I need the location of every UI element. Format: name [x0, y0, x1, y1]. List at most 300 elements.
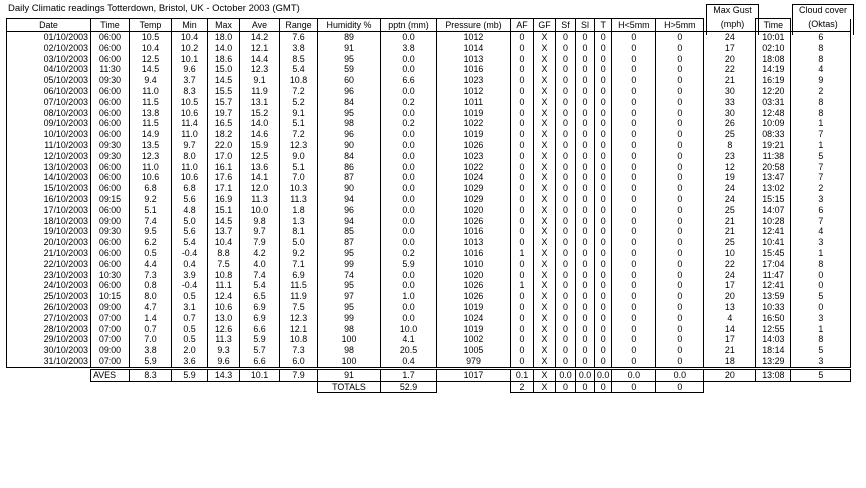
cell-gust-time: 15:45: [756, 248, 791, 259]
cell-hail-ge5: 0: [656, 270, 704, 281]
cell-gust-time: 10:33: [756, 302, 791, 313]
cell-min: 11.0: [172, 162, 208, 173]
cell-temp: 13.8: [130, 108, 172, 119]
cell-humidity: 95: [318, 108, 381, 119]
totals-sl: 0: [576, 381, 595, 393]
cell-t: 0: [595, 162, 612, 173]
cell-date: 14/10/2003: [7, 172, 91, 183]
cell-range: 9.2: [280, 248, 318, 259]
cell-range: 10.3: [280, 183, 318, 194]
cell-sf: 0: [556, 205, 576, 216]
cell-max-gust: 17: [704, 280, 756, 291]
cell-min: 2.0: [172, 345, 208, 356]
cell-date: 18/10/2003: [7, 216, 91, 227]
cell-gust-time: 10:28: [756, 216, 791, 227]
cell-min: 0.4: [172, 259, 208, 270]
cell-gust-time: 03:31: [756, 97, 791, 108]
cell-hail-ge5: 0: [656, 205, 704, 216]
cell-ave: 5.9: [240, 334, 280, 345]
cell-min: 10.6: [172, 172, 208, 183]
cell-hail-ge5: 0: [656, 183, 704, 194]
cell-hail-ge5: 0: [656, 43, 704, 54]
cell-sl: 0: [576, 183, 595, 194]
cell-max: 16.9: [208, 194, 240, 205]
cell-max-gust: 22: [704, 259, 756, 270]
cell-gust-time: 14:19: [756, 64, 791, 75]
cell-hail-lt5: 0: [612, 86, 656, 97]
cell-humidity: 95: [318, 280, 381, 291]
table-row: [7, 259, 851, 270]
cell-t: 0: [595, 324, 612, 335]
cell-range: 7.2: [280, 86, 318, 97]
cell-date: 13/10/2003: [7, 162, 91, 173]
cell-time: 06:00: [91, 108, 130, 119]
cell-humidity: 90: [318, 183, 381, 194]
cell-max-gust: 10: [704, 248, 756, 259]
cell-max-gust: 21: [704, 216, 756, 227]
cell-gust-time: 11:38: [756, 151, 791, 162]
cell-temp: 0.5: [130, 248, 172, 259]
cell-cloud: 1: [791, 248, 851, 259]
cell-af: 0: [511, 54, 534, 65]
cell-max: 13.0: [208, 313, 240, 324]
cell-ave: 7.4: [240, 270, 280, 281]
cell-sf: 0: [556, 64, 576, 75]
cell-temp: 4.4: [130, 259, 172, 270]
cell-cloud: 3: [791, 356, 851, 367]
cell-sf: 0: [556, 32, 576, 43]
cell-max: 14.0: [208, 43, 240, 54]
cell-min: 5.0: [172, 216, 208, 227]
cell-gf: X: [534, 216, 556, 227]
cell-max: 15.7: [208, 97, 240, 108]
cell-hail-ge5: 0: [656, 75, 704, 86]
cell-range: 7.2: [280, 129, 318, 140]
cell-max: 8.8: [208, 248, 240, 259]
cell-hail-lt5: 0: [612, 248, 656, 259]
cell-humidity: 99: [318, 259, 381, 270]
cell-sf: 0: [556, 226, 576, 237]
cell-hail-ge5: 0: [656, 248, 704, 259]
col-t: T: [595, 19, 612, 32]
cell-sf: 0: [556, 280, 576, 291]
cell-sf: 0: [556, 194, 576, 205]
cell-max-gust: 25: [704, 237, 756, 248]
cell-cloud: 8: [791, 97, 851, 108]
cell-t: 0: [595, 280, 612, 291]
cell-date: 17/10/2003: [7, 205, 91, 216]
cell-cloud: 4: [791, 226, 851, 237]
cell-humidity: 97: [318, 291, 381, 302]
cell-temp: 11.5: [130, 97, 172, 108]
cell-ave: 4.0: [240, 259, 280, 270]
cell-ave: 15.9: [240, 140, 280, 151]
cell-time: 06:00: [91, 205, 130, 216]
cell-date: 16/10/2003: [7, 194, 91, 205]
cell-temp: 6.8: [130, 183, 172, 194]
table-row: [7, 54, 851, 65]
cell-pptn: 0.0: [381, 194, 437, 205]
cell-gust-time: 13:47: [756, 172, 791, 183]
table-row: [7, 86, 851, 97]
cell-sl: 0: [576, 280, 595, 291]
cell-humidity: 87: [318, 172, 381, 183]
cell-sf: 0: [556, 129, 576, 140]
cell-hail-lt5: 0: [612, 32, 656, 43]
table-row: [7, 356, 851, 367]
cell-sf: 0: [556, 151, 576, 162]
cell-pressure: 1023: [437, 151, 511, 162]
cell-range: 12.1: [280, 324, 318, 335]
cell-gf: X: [534, 32, 556, 43]
col-max: Max: [208, 19, 240, 32]
col-sl: Sl: [576, 19, 595, 32]
cell-t: 0: [595, 64, 612, 75]
cell-humidity: 91: [318, 43, 381, 54]
cell-cloud: 0: [791, 280, 851, 291]
cell-sl: 0: [576, 259, 595, 270]
col-hail-ge5: H>5mm: [656, 19, 704, 32]
cell-max-gust: 24: [704, 183, 756, 194]
cell-af: 0: [511, 324, 534, 335]
cell-sf: 0: [556, 118, 576, 129]
aves-max: 14.3: [208, 369, 240, 381]
cell-hail-ge5: 0: [656, 129, 704, 140]
cell-max-gust: 20: [704, 291, 756, 302]
cell-ave: 4.2: [240, 248, 280, 259]
cell-humidity: 99: [318, 313, 381, 324]
cell-time: 06:00: [91, 129, 130, 140]
cell-ave: 6.6: [240, 324, 280, 335]
cell-gf: X: [534, 324, 556, 335]
cell-gust-time: 14:07: [756, 205, 791, 216]
cell-cloud: 0: [791, 302, 851, 313]
cell-sl: 0: [576, 356, 595, 367]
cell-max-gust: 21: [704, 75, 756, 86]
cell-gust-time: 12:55: [756, 324, 791, 335]
cell-max: 11.3: [208, 334, 240, 345]
cell-sf: 0: [556, 183, 576, 194]
aves-pressure: 1017: [437, 369, 511, 381]
cell-hail-lt5: 0: [612, 302, 656, 313]
cell-pptn: 0.4: [381, 356, 437, 367]
cell-min: 8.0: [172, 151, 208, 162]
cell-hail-ge5: 0: [656, 237, 704, 248]
cell-ave: 14.4: [240, 54, 280, 65]
cell-hail-lt5: 0: [612, 54, 656, 65]
cell-ave: 6.9: [240, 313, 280, 324]
cell-pptn: 0.0: [381, 129, 437, 140]
cell-sl: 0: [576, 324, 595, 335]
cell-hail-lt5: 0: [612, 129, 656, 140]
cell-date: 31/10/2003: [7, 356, 91, 367]
cell-sf: 0: [556, 324, 576, 335]
cell-hail-ge5: 0: [656, 324, 704, 335]
cell-max: 7.5: [208, 259, 240, 270]
cell-hail-lt5: 0: [612, 270, 656, 281]
cell-max-gust: 18: [704, 356, 756, 367]
cell-sf: 0: [556, 43, 576, 54]
cell-hail-ge5: 0: [656, 345, 704, 356]
table-row: [7, 216, 851, 227]
cell-cloud: 4: [791, 64, 851, 75]
cell-temp: 13.5: [130, 140, 172, 151]
cell-max-gust: 25: [704, 205, 756, 216]
cell-ave: 13.6: [240, 162, 280, 173]
cell-hail-ge5: 0: [656, 216, 704, 227]
cell-min: 3.1: [172, 302, 208, 313]
cell-pressure: 1019: [437, 108, 511, 119]
cell-af: 0: [511, 259, 534, 270]
cell-t: 0: [595, 216, 612, 227]
cell-pptn: 0.0: [381, 205, 437, 216]
cell-max: 18.6: [208, 54, 240, 65]
cell-pptn: 0.0: [381, 64, 437, 75]
cell-af: 0: [511, 129, 534, 140]
cell-gf: X: [534, 226, 556, 237]
cell-sl: 0: [576, 205, 595, 216]
cell-humidity: 100: [318, 334, 381, 345]
col-sf: Sf: [556, 19, 576, 32]
cell-temp: 5.1: [130, 205, 172, 216]
cell-pressure: 1020: [437, 270, 511, 281]
cell-cloud: 0: [791, 270, 851, 281]
cell-pressure: 1019: [437, 324, 511, 335]
cell-max: 17.0: [208, 151, 240, 162]
cell-range: 5.0: [280, 237, 318, 248]
cell-pressure: 1024: [437, 172, 511, 183]
aves-range: 7.9: [280, 369, 318, 381]
cell-min: 0.5: [172, 334, 208, 345]
cell-pressure: 1005: [437, 345, 511, 356]
cell-t: 0: [595, 270, 612, 281]
cell-t: 0: [595, 313, 612, 324]
col-min: Min: [172, 19, 208, 32]
cell-pressure: 1019: [437, 302, 511, 313]
cell-gust-time: 08:33: [756, 129, 791, 140]
cell-time: 06:00: [91, 86, 130, 97]
col-range: Range: [280, 19, 318, 32]
cell-humidity: 96: [318, 129, 381, 140]
cell-temp: 7.4: [130, 216, 172, 227]
cell-max: 14.5: [208, 75, 240, 86]
cell-gust-time: 15:15: [756, 194, 791, 205]
cell-temp: 4.7: [130, 302, 172, 313]
aves-humidity: 91: [318, 369, 381, 381]
cell-max-gust: 21: [704, 345, 756, 356]
cell-af: 1: [511, 280, 534, 291]
cell-time: 09:30: [91, 75, 130, 86]
cell-gust-time: 18:14: [756, 345, 791, 356]
cell-humidity: 98: [318, 324, 381, 335]
cell-t: 0: [595, 118, 612, 129]
cell-hail-ge5: 0: [656, 64, 704, 75]
cell-ave: 6.9: [240, 302, 280, 313]
cell-max: 11.1: [208, 280, 240, 291]
cell-pressure: 1026: [437, 291, 511, 302]
table-row: [7, 313, 851, 324]
cell-af: 0: [511, 172, 534, 183]
cell-gf: X: [534, 291, 556, 302]
cell-gf: X: [534, 270, 556, 281]
cell-max-gust: 14: [704, 324, 756, 335]
cell-t: 0: [595, 259, 612, 270]
cell-max: 17.1: [208, 183, 240, 194]
cell-ave: 12.3: [240, 64, 280, 75]
table-row: [7, 291, 851, 302]
cell-t: 0: [595, 151, 612, 162]
totals-blank: [7, 381, 318, 393]
cell-time: 09:30: [91, 226, 130, 237]
cell-af: 0: [511, 32, 534, 43]
cell-pptn: 1.0: [381, 291, 437, 302]
cell-sf: 0: [556, 54, 576, 65]
cell-gf: X: [534, 280, 556, 291]
cell-t: 0: [595, 194, 612, 205]
cell-gf: X: [534, 75, 556, 86]
cell-hail-lt5: 0: [612, 194, 656, 205]
cell-sl: 0: [576, 140, 595, 151]
cell-max: 9.3: [208, 345, 240, 356]
table-row: [7, 64, 851, 75]
table-row: [7, 151, 851, 162]
cell-sf: 0: [556, 237, 576, 248]
cell-min: 10.4: [172, 32, 208, 43]
cell-sf: 0: [556, 259, 576, 270]
cell-t: 0: [595, 302, 612, 313]
table-row: [7, 334, 851, 345]
cell-hail-ge5: 0: [656, 32, 704, 43]
cell-pptn: 3.8: [381, 43, 437, 54]
cell-date: 24/10/2003: [7, 280, 91, 291]
cell-max: 15.1: [208, 205, 240, 216]
cell-range: 7.5: [280, 302, 318, 313]
cell-af: 0: [511, 270, 534, 281]
cell-cloud: 1: [791, 324, 851, 335]
cell-max: 14.5: [208, 216, 240, 227]
cell-af: 0: [511, 75, 534, 86]
cell-pressure: 1012: [437, 32, 511, 43]
cell-range: 9.0: [280, 151, 318, 162]
cell-ave: 11.9: [240, 86, 280, 97]
table-row: [7, 205, 851, 216]
cell-range: 6.0: [280, 356, 318, 367]
cell-date: 04/10/2003: [7, 64, 91, 75]
cell-range: 11.3: [280, 194, 318, 205]
cell-temp: 3.8: [130, 345, 172, 356]
cell-date: 03/10/2003: [7, 54, 91, 65]
cell-hail-ge5: 0: [656, 194, 704, 205]
cell-gust-time: 14:03: [756, 334, 791, 345]
col-humidity: Humidity %: [318, 19, 381, 32]
cell-temp: 14.5: [130, 64, 172, 75]
cell-max-gust: 17: [704, 334, 756, 345]
aves-hail-ge5: 0.0: [656, 369, 704, 381]
table-row: [7, 97, 851, 108]
cell-max-gust: 24: [704, 32, 756, 43]
cell-sl: 0: [576, 64, 595, 75]
cell-pptn: 0.0: [381, 32, 437, 43]
cell-time: 06:00: [91, 118, 130, 129]
cell-min: 3.9: [172, 270, 208, 281]
cell-gf: X: [534, 162, 556, 173]
cell-range: 5.2: [280, 97, 318, 108]
totals-blank-end: [704, 381, 851, 393]
cell-range: 12.3: [280, 313, 318, 324]
cell-t: 0: [595, 226, 612, 237]
cell-range: 11.5: [280, 280, 318, 291]
cell-temp: 6.2: [130, 237, 172, 248]
cell-gust-time: 12:48: [756, 108, 791, 119]
cell-af: 0: [511, 183, 534, 194]
cell-hail-lt5: 0: [612, 118, 656, 129]
col-temp: Temp: [130, 19, 172, 32]
cell-cloud: 3: [791, 194, 851, 205]
cell-gust-time: 19:21: [756, 140, 791, 151]
cell-max-gust: 17: [704, 43, 756, 54]
cell-range: 1.8: [280, 205, 318, 216]
aves-pptn: 1.7: [381, 369, 437, 381]
cell-t: 0: [595, 43, 612, 54]
table-row: [7, 162, 851, 173]
cell-t: 0: [595, 345, 612, 356]
cell-cloud: 7: [791, 172, 851, 183]
cell-pressure: 1016: [437, 226, 511, 237]
cell-temp: 1.4: [130, 313, 172, 324]
cell-hail-ge5: 0: [656, 356, 704, 367]
cell-sf: 0: [556, 162, 576, 173]
cell-cloud: 8: [791, 108, 851, 119]
cell-max: 18.0: [208, 32, 240, 43]
cell-pptn: 20.5: [381, 345, 437, 356]
cell-hail-lt5: 0: [612, 108, 656, 119]
cell-sf: 0: [556, 302, 576, 313]
cell-pressure: 1010: [437, 259, 511, 270]
cell-humidity: 85: [318, 226, 381, 237]
cell-pressure: 1020: [437, 205, 511, 216]
cell-ave: 14.6: [240, 129, 280, 140]
header-row: [7, 19, 851, 32]
cloud-cover-unit: (Oktas): [808, 19, 838, 29]
cell-time: 07:00: [91, 334, 130, 345]
cell-pressure: 1023: [437, 75, 511, 86]
cell-date: 02/10/2003: [7, 43, 91, 54]
cell-min: -0.4: [172, 248, 208, 259]
cell-pptn: 0.0: [381, 270, 437, 281]
cell-gf: X: [534, 334, 556, 345]
cell-af: 0: [511, 205, 534, 216]
cell-time: 09:30: [91, 140, 130, 151]
cell-sl: 0: [576, 86, 595, 97]
cell-pressure: 1011: [437, 97, 511, 108]
cell-hail-ge5: 0: [656, 86, 704, 97]
cell-min: 5.6: [172, 194, 208, 205]
cell-time: 06:00: [91, 162, 130, 173]
cell-hail-ge5: 0: [656, 280, 704, 291]
cell-t: 0: [595, 97, 612, 108]
cell-gf: X: [534, 97, 556, 108]
col-pressure: Pressure (mb): [437, 19, 511, 32]
cell-sl: 0: [576, 291, 595, 302]
cell-gust-time: 17:04: [756, 259, 791, 270]
cell-af: 0: [511, 97, 534, 108]
cell-hail-lt5: 0: [612, 280, 656, 291]
cell-gf: X: [534, 194, 556, 205]
cell-af: 1: [511, 248, 534, 259]
cell-max: 9.6: [208, 356, 240, 367]
cell-time: 09:30: [91, 151, 130, 162]
cell-humidity: 74: [318, 270, 381, 281]
